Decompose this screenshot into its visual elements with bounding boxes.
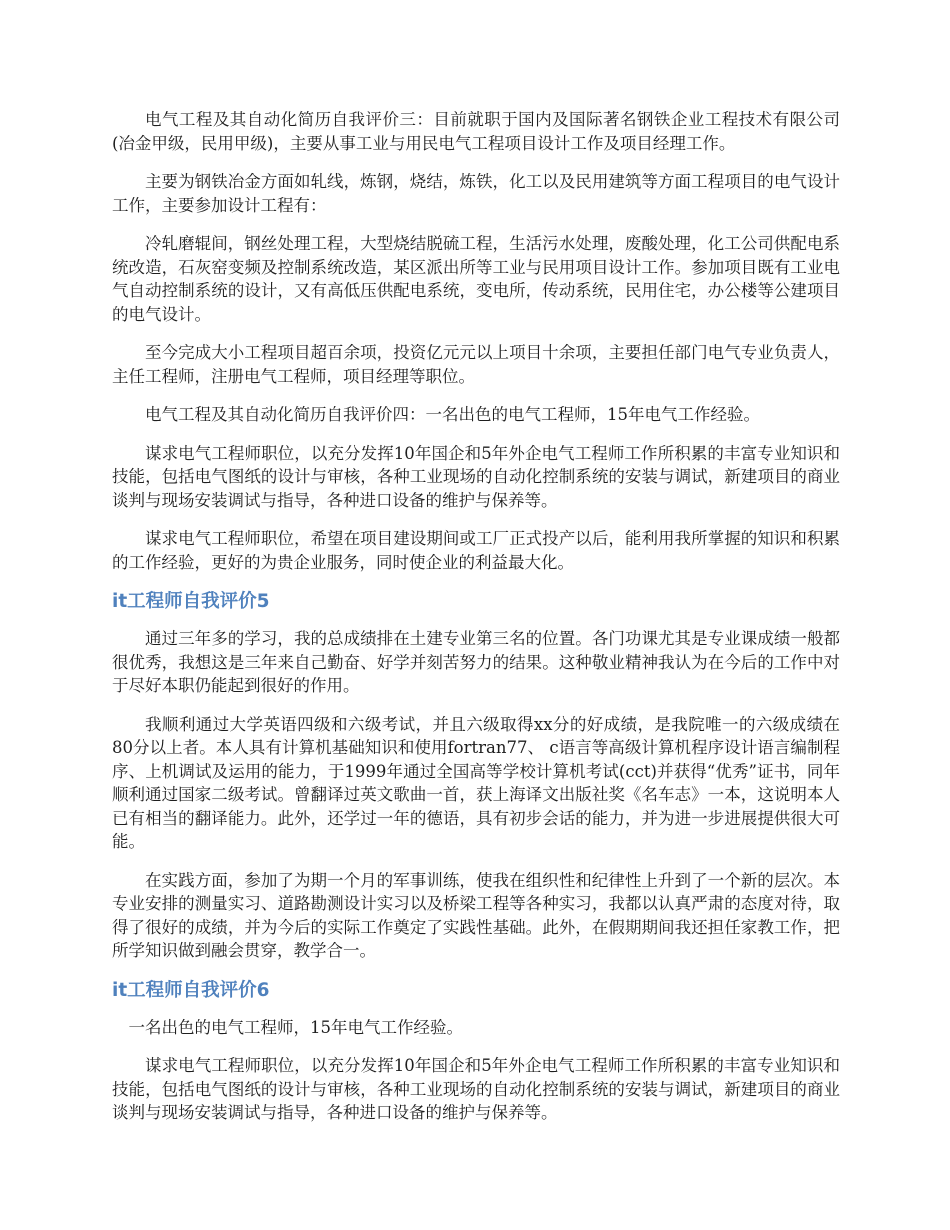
section-heading-5: it工程师自我评价5 — [112, 591, 270, 612]
paragraph: 一名出色的电气工程师，15年电气工作经验。 — [128, 1017, 463, 1037]
paragraph: 至今完成大小工程项目超百余项，投资亿元元以上项目十余项，主要担任部门电气专业负责人，主任工程师，注册电气工程师，项目经理等职位。 — [112, 343, 840, 386]
paragraph: 主要为钢铁冶金方面如轧线，炼钢，烧结，炼铁，化工以及民用建筑等方面工程项目的电气设计工作，主要参加设计工程有： — [112, 172, 840, 215]
paragraph: 在实践方面，参加了为期一个月的军事训练，使我在组织性和纪律性上升到了一个新的层次。本专业安排的测量实习、道路勘测设计实习以及桥梁工程等各种实习，我都以认真严肃的态度对待，取得了很好的成绩，并为今后的实际工作奠定了实践性基础。此外，在假期期间我还担任家教工作，把所学知识做到融会贯穿，教学合一。 — [112, 870, 840, 960]
document-body — [112, 108, 840, 1140]
paragraph: 电气工程及其自动化简历自我评价四：一名出色的电气工程师，15年电气工作经验。 — [145, 405, 760, 424]
paragraph: 谋求电气工程师职位，希望在项目建设期间或工厂正式投产以后，能利用我所掌握的知识和积累的工作经验，更好的为贵企业服务，同时使企业的利益最大化。 — [112, 529, 840, 572]
paragraph: 谋求电气工程师职位，以充分发挥10年国企和5年外企电气工程师工作所积累的丰富专业知识和技能，包括电气图纸的设计与审核，各种工业现场的自动化控制系统的安装与调试，新建项目的商业谈判与现场安装调试与指导，各种进口设备的维护与保养等。 — [112, 1056, 840, 1122]
section-heading-6: it工程师自我评价6 — [112, 979, 270, 1001]
paragraph: 我顺利通过大学英语四级和六级考试，并且六级取得xx分的好成绩，是我院唯一的六级成绩在80分以上者。本人具有计算机基础知识和使用fortran77、 c语言等高级计算机程序设计语言编制程序、上机调试及运用的能力，于1999年通过全国高等学校计算机考试(cct)并获得“优秀”证书，同年顺利通过国家二级考试。曾翻译过英文歌曲一首，获上海译文出版社奖《名车志》一本，这说明本人已有相当的翻译能力。此外，还学过一年的德语，具有初步会话的能力，并为进一步进展提供很大可能。 — [112, 714, 840, 851]
paragraph: 电气工程及其自动化简历自我评价三：目前就职于国内及国际著名钢铁企业工程技术有限公司(冶金甲级，民用甲级)，主要从事工业与用民电气工程项目设计工作及项目经理工作。 — [112, 110, 840, 153]
paragraph: 谋求电气工程师职位，以充分发挥10年国企和5年外企电气工程师工作所积累的丰富专业知识和技能，包括电气图纸的设计与审核，各种工业现场的自动化控制系统的安装与调试，新建项目的商业谈判与现场安装调试与指导，各种进口设备的维护与保养等。 — [112, 443, 840, 510]
paragraph: 冷轧磨辊间，钢丝处理工程，大型烧结脱硫工程，生活污水处理，废酸处理，化工公司供配电系统改造，石灰窑变频及控制系统改造，某区派出所等工业与民用项目设计工作。参加项目既有工业电气自动控制系统的设计，又有高低压供配电系统，变电所，传动系统，民用住宅，办公楼等公建项目的电气设计。 — [112, 234, 840, 324]
paragraph: 通过三年多的学习，我的总成绩排在土建专业第三名的位置。各门功课尤其是专业课成绩一般都很优秀，我想这是三年来自己勤奋、好学并刻苦努力的结果。这种敬业精神我认为在今后的工作中对于尽好本职仍能起到很好的作用。 — [112, 629, 840, 695]
